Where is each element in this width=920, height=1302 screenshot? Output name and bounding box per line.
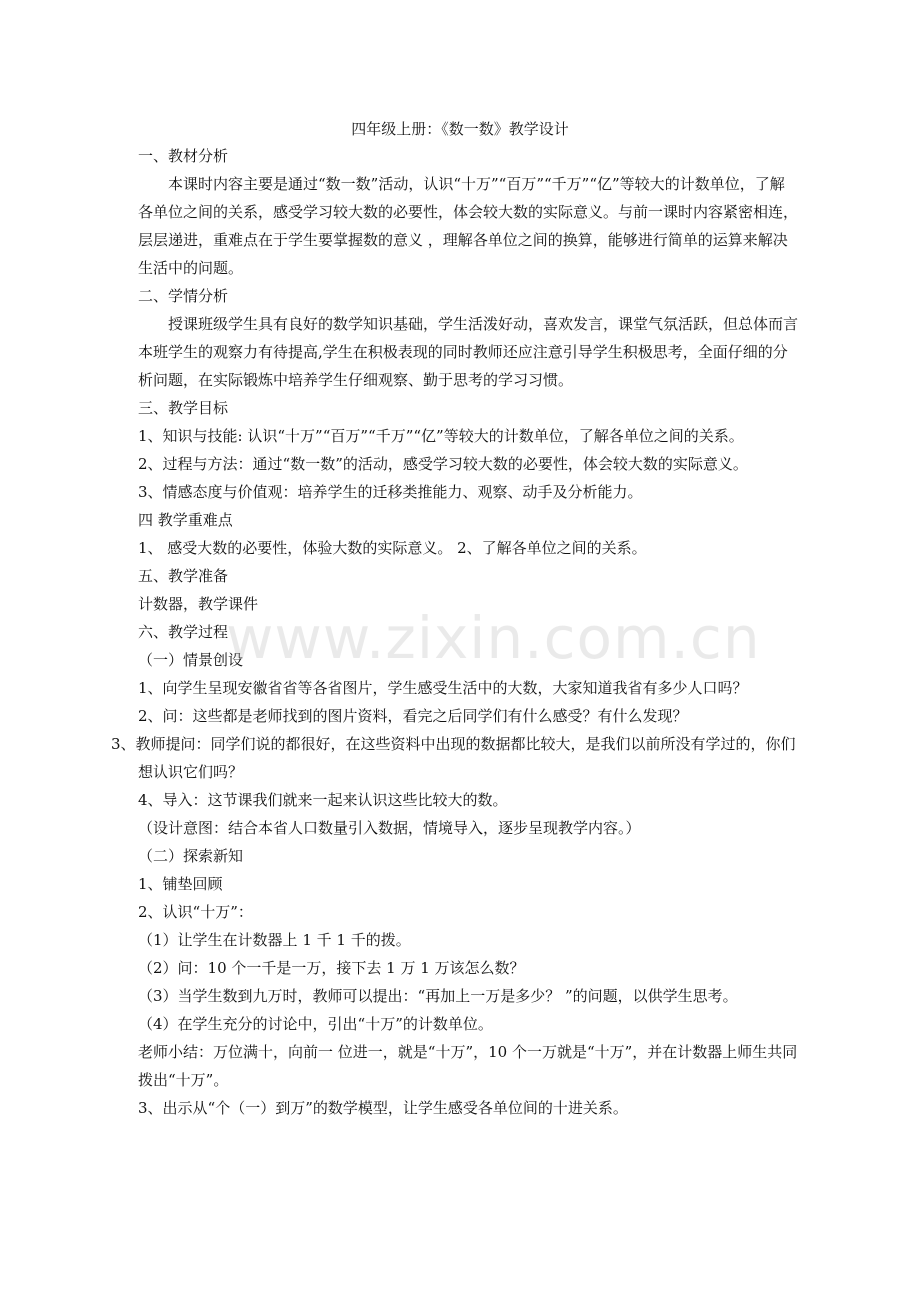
list-item: 2、问：这些都是老师找到的图片资料，看完之后同学们有什么感受？有什么发现？ [138,707,688,725]
list-item: （1）让学生在计数器上 1 千 1 千的拨。 [138,931,411,949]
list-item: 3、教师提问：同学们说的都很好，在这些资料中出现的数据都比较大，是我们以前所没有学过的，你们想认识它们吗？ [111,735,796,781]
paragraph: 本课时内容主要是通过“数一数”活动，认识“十万”“百万”“千万”“亿”等较大的计数单位，了解各单位之间的关系，感受学习较大数的必要性，体会较大数的实际意义。与前一课时内容紧密相连，层层递进，重难点在于学生要掌握数的意义 ，理解各单位之间的换算，能够进行简单的运算来解决生活中的问题。 [138,175,799,277]
paragraph: 计数器，教学课件 [138,595,259,613]
list-item: 3、情感态度与价值观：培养学生的迁移类推能力、观察、动手及分析能力。 [138,483,643,501]
design-note: （设计意图：结合本省人口数量引入数据，情境导入，逐步呈现教学内容。） [138,819,641,837]
list-item: （3）当学生数到九万时，教师可以提出：“再加上一万是多少？ ”的问题，以供学生思考。 [138,987,738,1005]
list-item: 2、认识“十万”： [138,903,253,921]
section-heading: 四 教学重难点 [138,511,233,529]
list-item: 3、出示从“个（一）到万”的数学模型，让学生感受各单位间的十进关系。 [138,1099,628,1117]
list-item: 2、过程与方法：通过“数一数”的活动，感受学习较大数的必要性，体会较大数的实际意义。 [138,455,748,473]
section-heading: 六、教学过程 [138,623,229,641]
list-item: 1、铺垫回顾 [138,875,223,893]
list-item: （2）问：10 个一千是一万，接下去 1 万 1 万该怎么数？ [138,959,525,977]
list-item: 4、导入：这节课我们就来一起来认识这些比较大的数。 [138,791,508,809]
subsection-heading: （二）探索新知 [138,847,244,865]
list-item: （4）在学生充分的讨论中，引出“十万”的计数单位。 [138,1015,493,1033]
watermark: www.zixin.com.cn [226,604,761,672]
document-body [111,142,799,1122]
list-item: 1、向学生呈现安徽省省等各省图片，学生感受生活中的大数，大家知道我省有多少人口吗？ [138,679,748,697]
list-item: 1、知识与技能: 认识“十万”“百万”“千万”“亿”等较大的计数单位，了解各单位之间的关系。 [138,427,744,445]
section-heading: 二、学情分析 [138,287,229,305]
paragraph: 授课班级学生具有良好的数学知识基础，学生活泼好动，喜欢发言，课堂气氛活跃，但总体而言本班学生的观察力有待提高,学生在积极表现的同时教师还应注意引导学生积极思考，全面仔细的分析问题，在实际锻炼中培养学生仔细观察、勤于思考的学习习惯。 [138,315,799,389]
section-heading: 五、教学准备 [138,567,229,585]
list-item: 1、 感受大数的必要性，体验大数的实际意义。 2、了解各单位之间的关系。 [138,539,647,557]
subsection-heading: （一）情景创设 [138,651,244,669]
section-heading: 三、教学目标 [138,399,229,417]
summary-paragraph: 老师小结：万位满十，向前一 位进一，就是“十万”，10 个一万就是“十万”，并在计数器上师生共同拨出“十万”。 [138,1043,798,1089]
page-title: 四年级上册：《数一数》教学设计 [351,120,569,138]
section-heading: 一、教材分析 [138,147,229,165]
